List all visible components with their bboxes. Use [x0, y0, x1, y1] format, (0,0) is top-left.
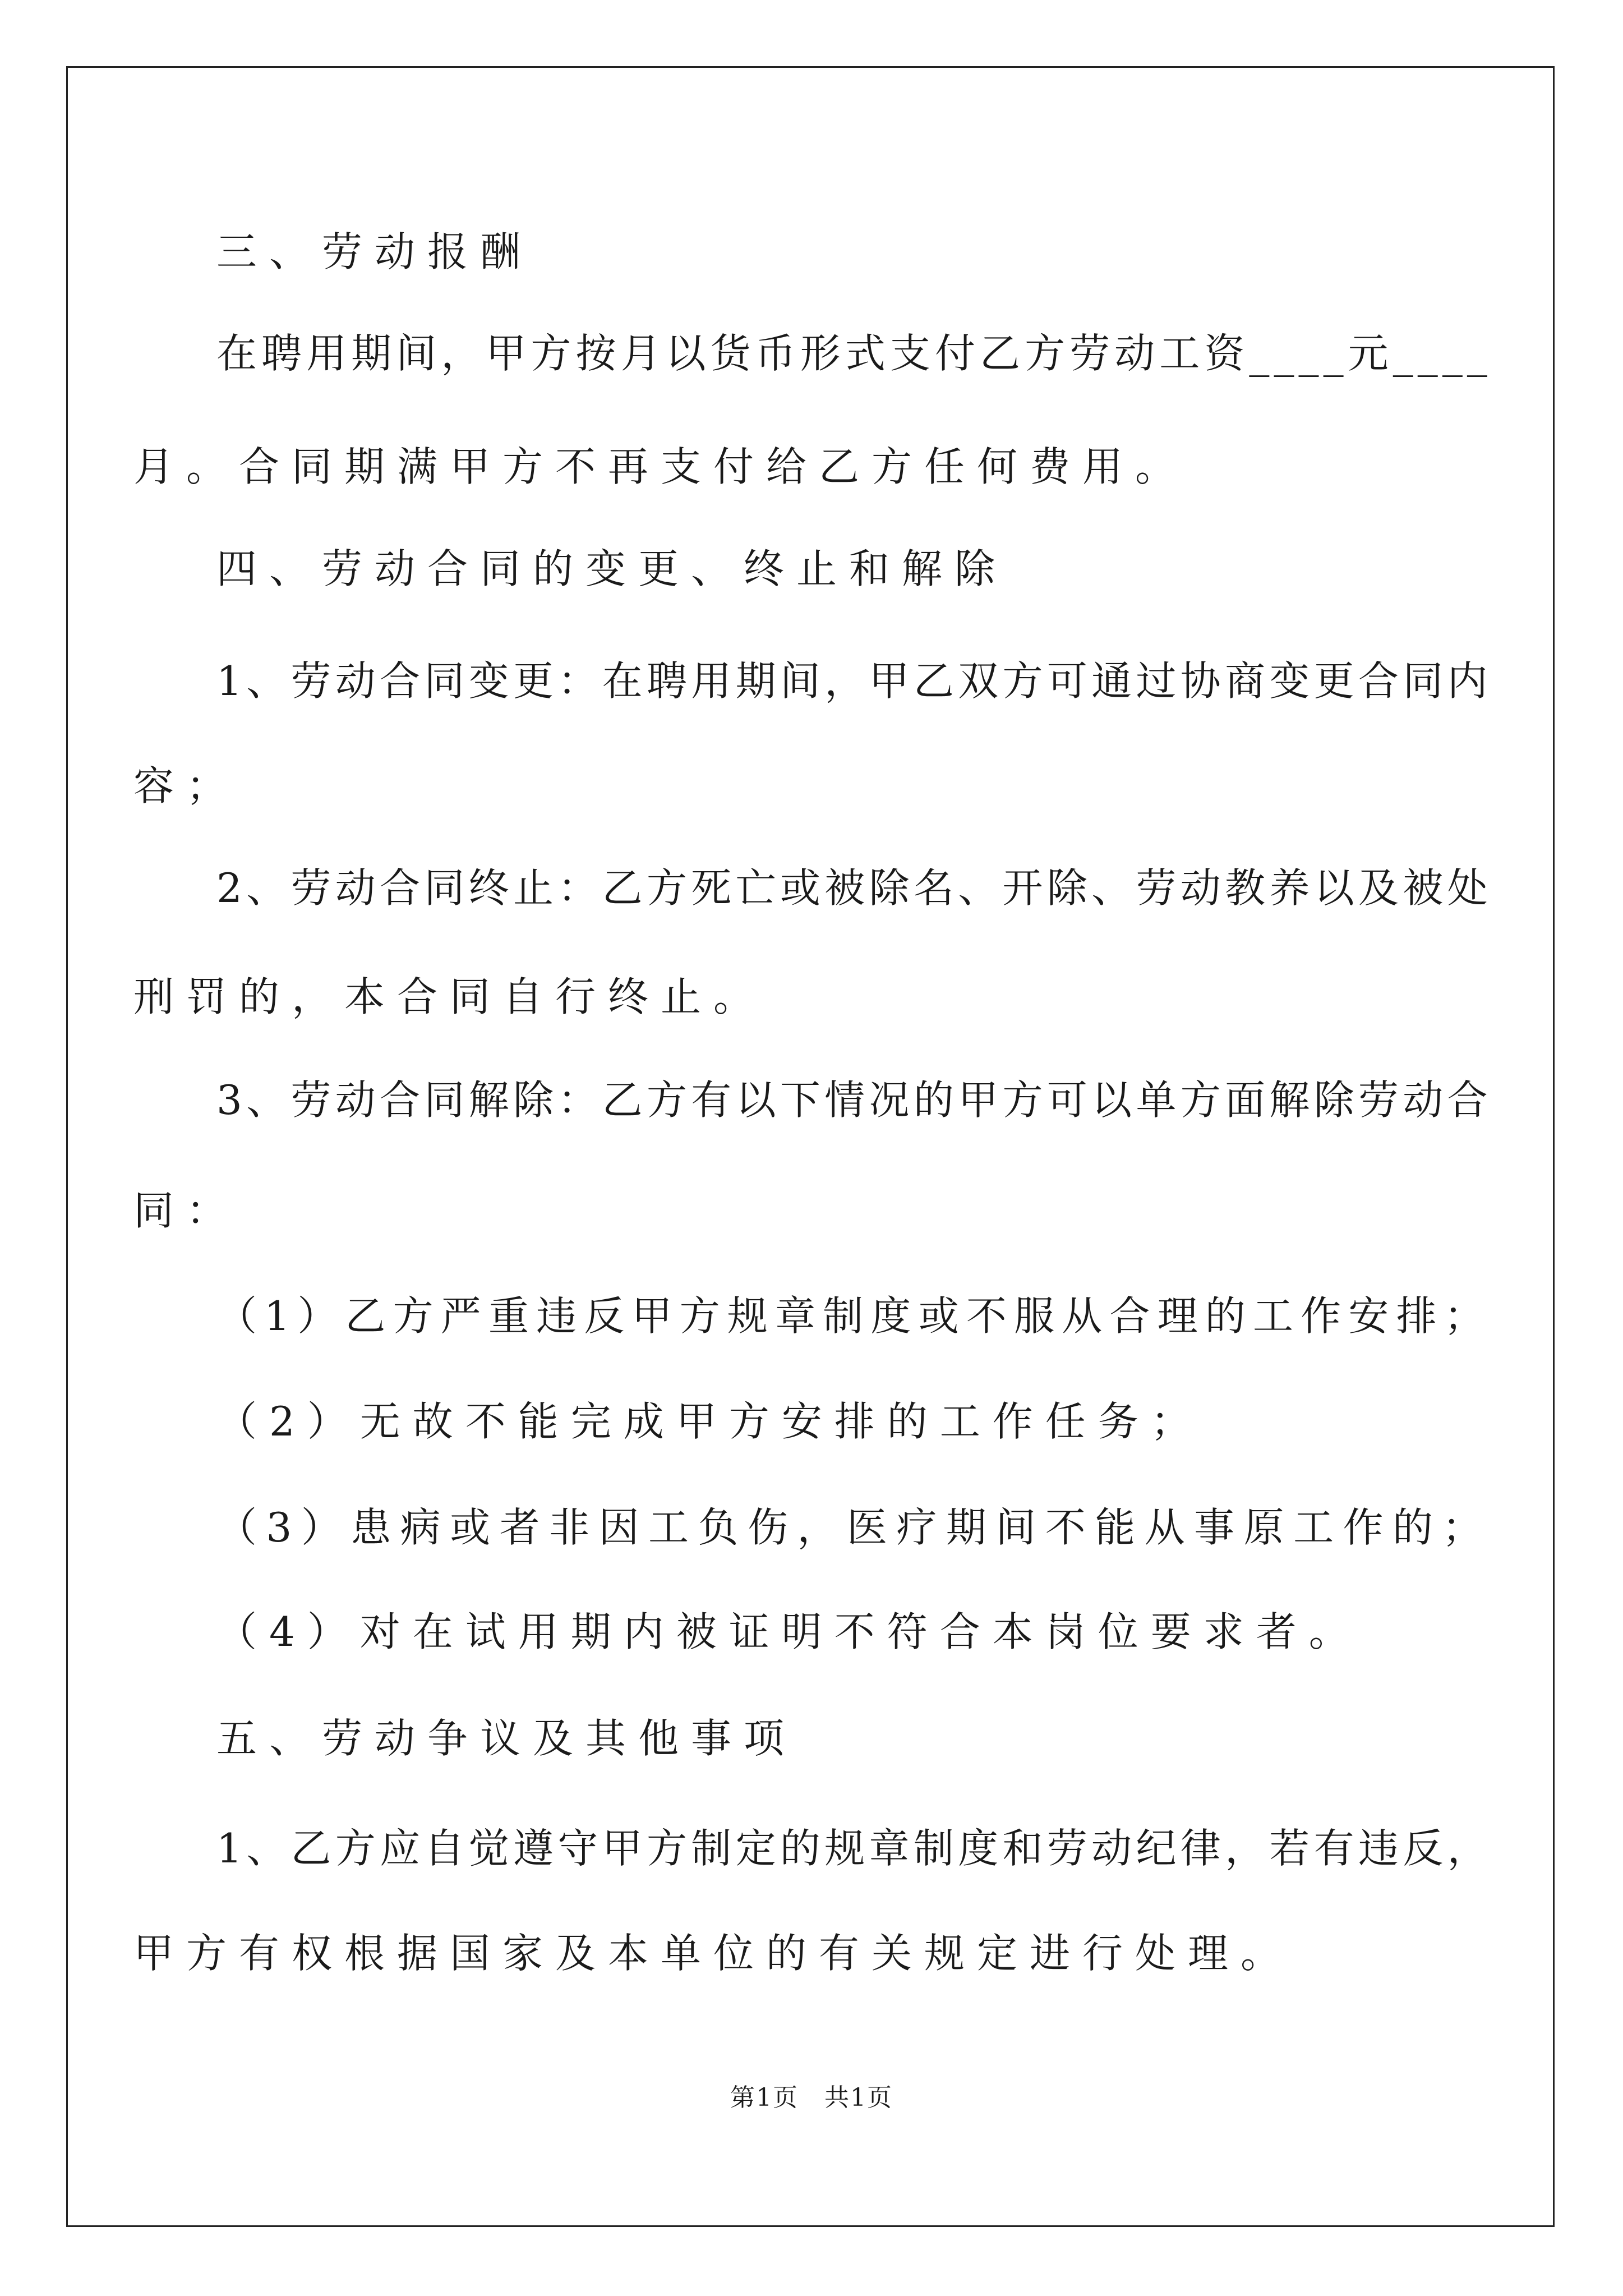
list-item: （2）无故不能完成甲方安排的工作任务；	[216, 1398, 1204, 1445]
list-item: （4）对在试用期内被证明不符合本岗位要求者。	[216, 1608, 1362, 1655]
section-heading-remuneration: 三、劳动报酬	[216, 228, 533, 275]
paragraph-line: 同：	[133, 1187, 239, 1234]
list-item: （1）乙方严重违反甲方规章制度或不服从合理的工作安排；	[216, 1292, 1492, 1340]
section-heading-contract-changes: 四、劳动合同的变更、终止和解除	[216, 545, 1008, 592]
page-number-footer: 第1页 共1页	[730, 2083, 893, 2112]
paragraph-line: 月。合同期满甲方不再支付给乙方任何费用。	[133, 443, 1188, 490]
section-heading-disputes: 五、劳动争议及其他事项	[216, 1715, 797, 1762]
paragraph-line: 1、乙方应自觉遵守甲方制定的规章制度和劳动纪律，若有违反，	[216, 1825, 1492, 1872]
page-border	[66, 66, 1555, 2227]
paragraph-line: 刑罚的，本合同自行终止。	[133, 973, 767, 1020]
paragraph-line: 3、劳动合同解除：乙方有以下情况的甲方可以单方面解除劳动合	[216, 1076, 1492, 1124]
paragraph-line: 在聘用期间，甲方按月以货币形式支付乙方劳动工资____元____	[216, 330, 1492, 377]
paragraph-line: 2、劳动合同终止：乙方死亡或被除名、开除、劳动教养以及被处	[216, 864, 1492, 912]
list-item: （3）患病或者非因工负伤，医疗期间不能从事原工作的；	[216, 1504, 1492, 1551]
paragraph-line: 容；	[133, 762, 239, 809]
paragraph-line: 甲方有权根据国家及本单位的有关规定进行处理。	[133, 1930, 1294, 1977]
paragraph-line: 1、劳动合同变更：在聘用期间，甲乙双方可通过协商变更合同内	[216, 657, 1492, 705]
